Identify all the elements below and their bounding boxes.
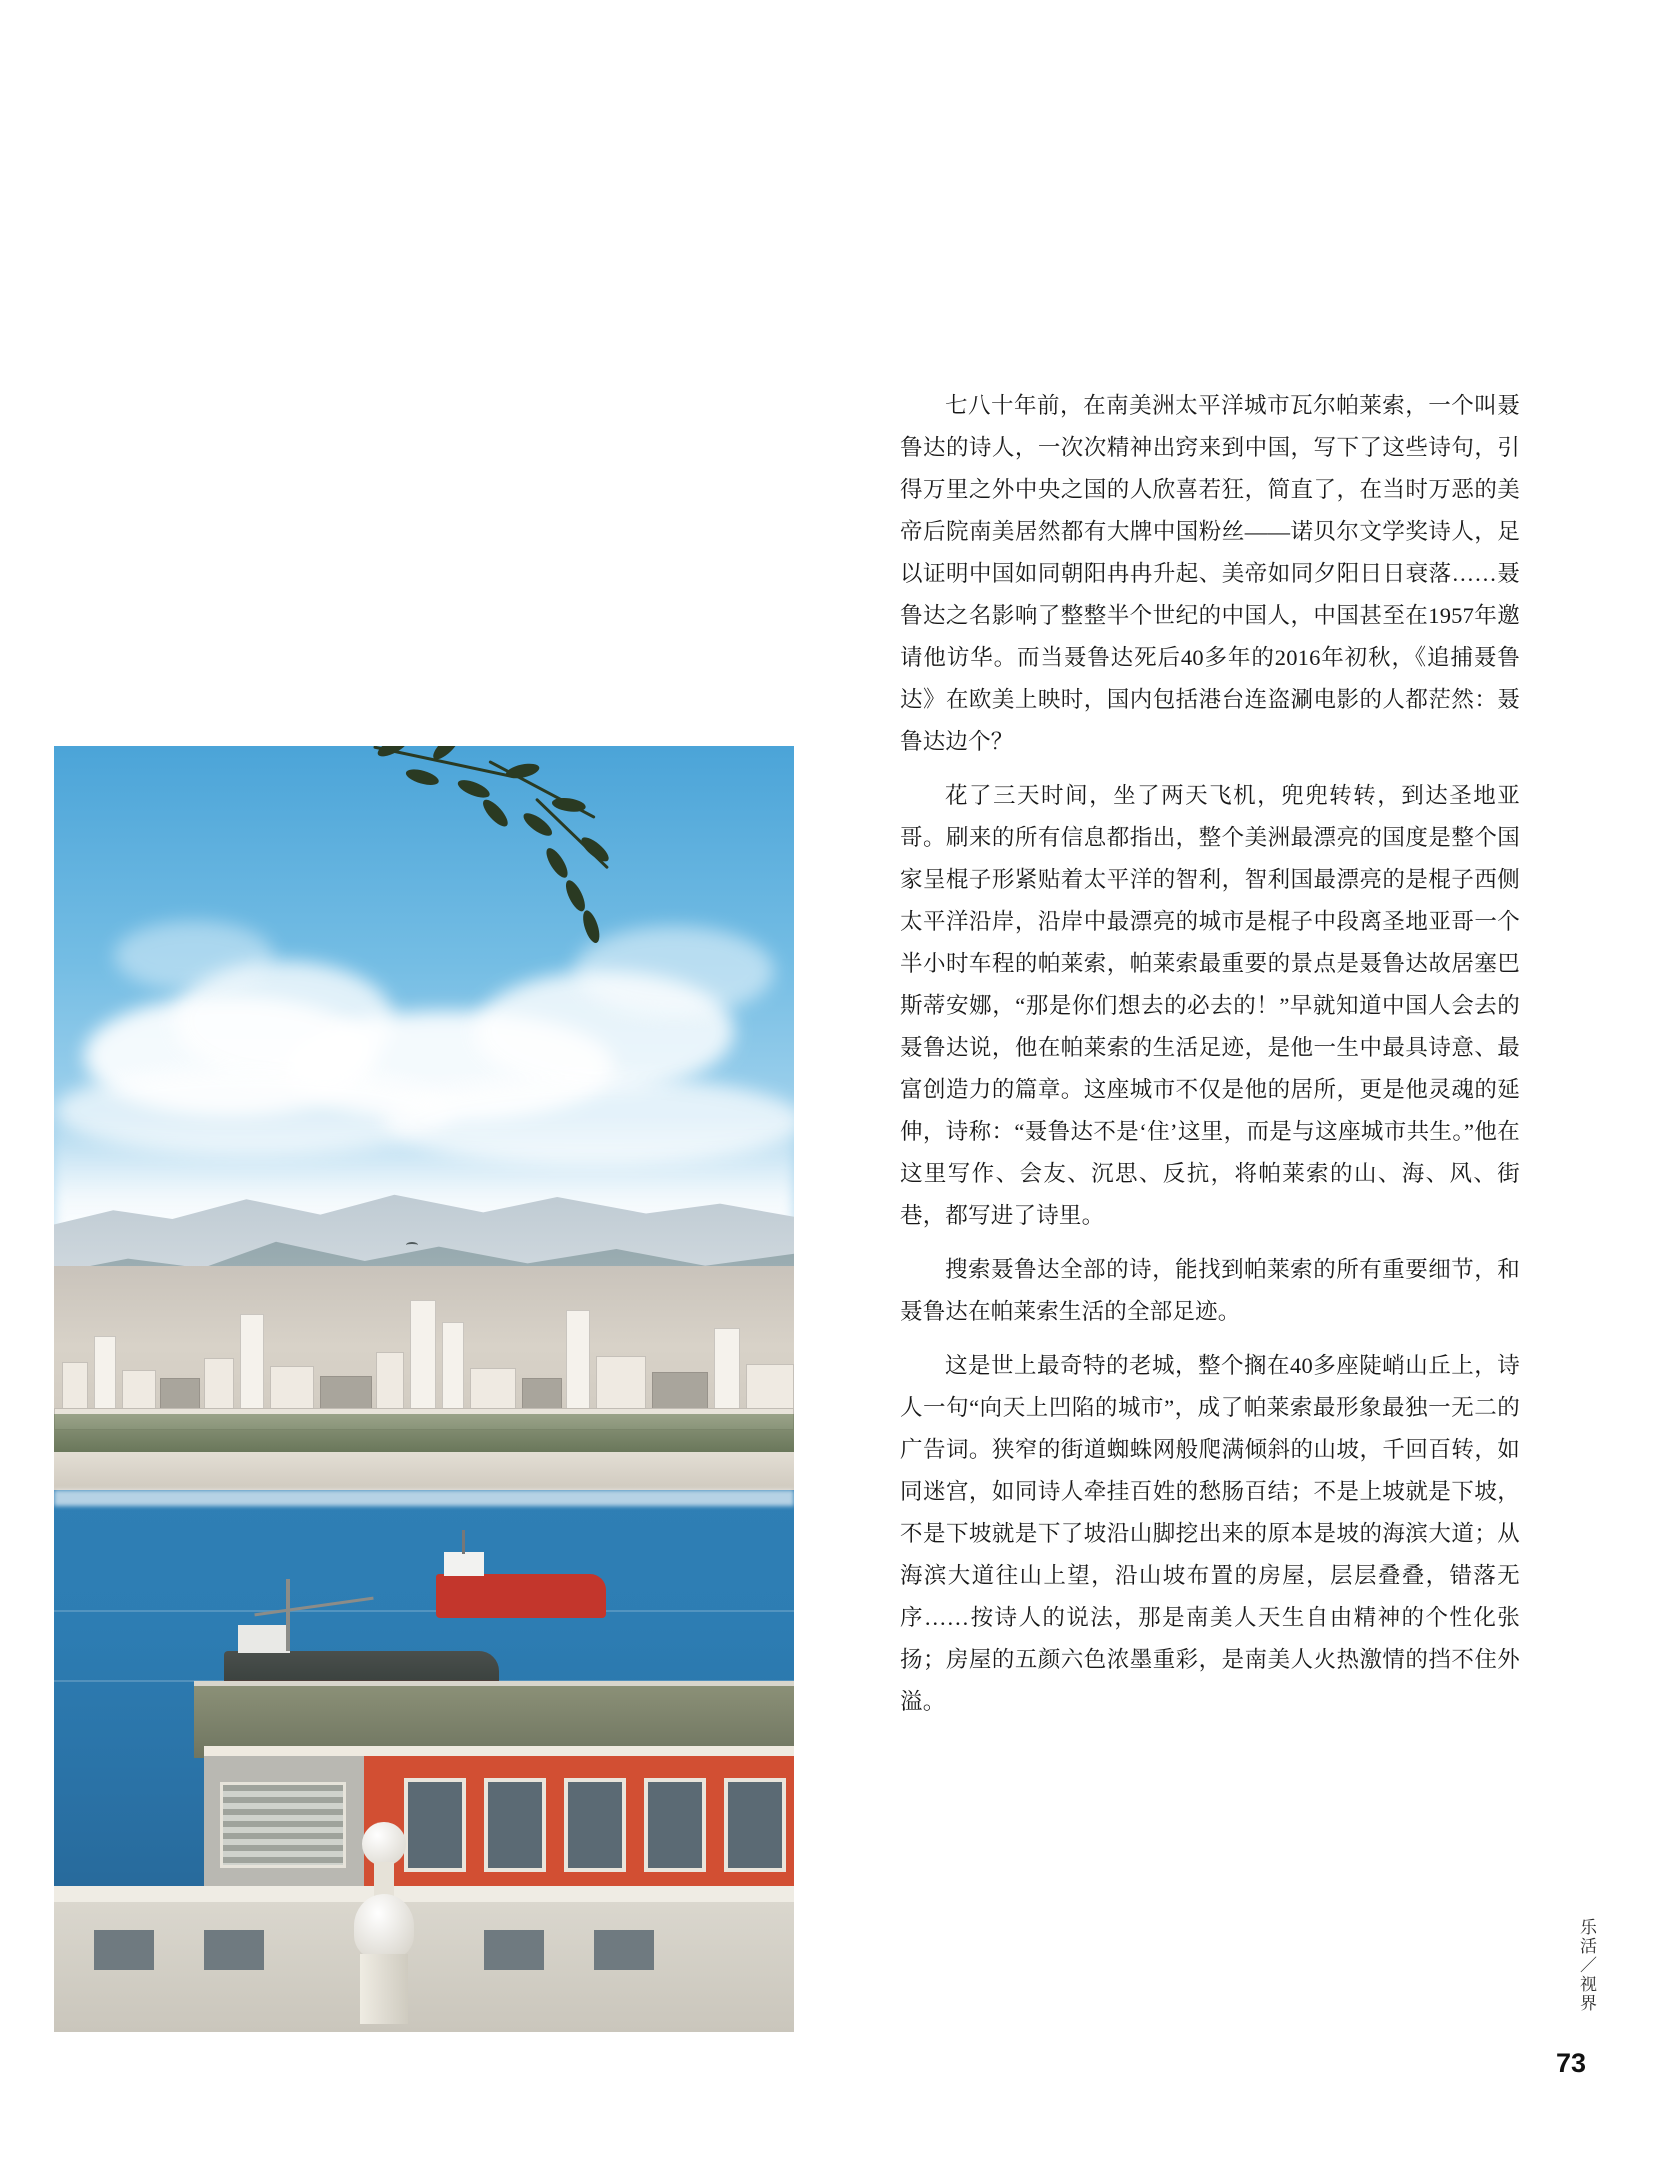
finial-base	[360, 1954, 408, 2024]
window	[484, 1778, 546, 1872]
valparaiso-harbor-photo	[54, 746, 794, 2032]
basement-opening	[484, 1930, 544, 1970]
window	[724, 1778, 786, 1872]
plinth-band	[54, 1886, 794, 1902]
stone-balustrade-finial	[354, 1822, 414, 2032]
ship-superstructure	[444, 1552, 484, 1576]
red-cargo-ship	[436, 1574, 606, 1618]
leaf	[404, 766, 440, 788]
basement-opening	[204, 1930, 264, 1970]
leaf	[456, 776, 492, 801]
building	[410, 1300, 436, 1416]
paragraph: 这是世上最奇特的老城，整个搁在40多座陡峭山丘上，诗人一句“向天上凹陷的城市”，成了帕莱索最形象最独一无二的广告词。狭窄的街道蜘蛛网般爬满倾斜的山坡，千回百转，如同迷宫，如同诗人牵挂百姓的愁肠百结；不是上坡就是下坡，不是下坡就是下了坡沿山脚挖出来的原本是坡的海滨大道；从海滨大道往山上望，沿山坡布置的房屋，层层叠叠，错落无序……按诗人的说法，那是南美人天生自由精神的个性化张扬；房屋的五颜六色浓墨重彩，是南美人火热激情的挡不住外溢。	[900, 1353, 1520, 1714]
building-plinth	[54, 1886, 794, 2032]
finial-neck	[374, 1862, 394, 1898]
surf-line	[54, 1490, 794, 1506]
building	[376, 1352, 404, 1416]
finial-bell	[354, 1894, 414, 1958]
ship-mast	[462, 1530, 465, 1554]
tree-branch	[372, 746, 672, 936]
bird	[406, 1242, 418, 1248]
building	[240, 1314, 264, 1416]
sea-highlight	[54, 1610, 794, 1612]
leaf	[578, 834, 612, 866]
paragraph: 花了三天时间，坐了两天飞机，兜兜转转，到达圣地亚哥。刷来的所有信息都指出，整个美洲最漂亮的国度是整个国家呈棍子形紧贴着太平洋的智利，智利国最漂亮的是棍子西侧太平洋沿岸，沿岸中最漂亮的城市是棍子中段离圣地亚哥一个半小时车程的帕莱索，帕莱索最重要的景点是聂鲁达故居塞巴斯蒂安娜，“那是你们想去的必去的！”早就知道中国人会去的聂鲁达说，他在帕莱索的生活足迹，是他一生中最具诗意、最富创造力的篇章。这座城市不仅是他的居所，更是他灵魂的延伸，诗称：“聂鲁达不是‘住’这里，而是与这座城市共生。”他在这里写作、会友、沉思、反抗，将帕莱索的山、海、风、街巷，都写进了诗里。	[900, 783, 1520, 1228]
grey-building-wing	[204, 1746, 364, 1896]
article-body	[900, 385, 1520, 1735]
leaf	[542, 845, 571, 881]
building	[442, 1322, 464, 1416]
green-belt	[54, 1414, 794, 1454]
ship-mast	[286, 1579, 290, 1651]
waterfront-strip	[54, 1452, 794, 1492]
ship-superstructure	[238, 1625, 290, 1653]
finial-sphere	[362, 1822, 406, 1866]
window	[644, 1778, 706, 1872]
louvred-window	[220, 1782, 346, 1868]
building	[714, 1328, 740, 1416]
paragraph: 搜索聂鲁达全部的诗，能找到帕莱索的所有重要细节，和聂鲁达在帕莱索生活的全部足迹。	[900, 1257, 1520, 1324]
window	[564, 1778, 626, 1872]
page-number: 73	[1556, 2048, 1587, 2078]
building	[94, 1336, 116, 1416]
paragraph: 七八十年前，在南美洲太平洋城市瓦尔帕莱索，一个叫聂鲁达的诗人，一次次精神出窍来到中国，写下了这些诗句，引得万里之外中央之国的人欣喜若狂，简直了，在当时万恶的美帝后院南美居然都有大牌中国粉丝——诺贝尔文学奖诗人，足以证明中国如同朝阳冉冉升起、美帝如同夕阳日日衰落……聂鲁达之名影响了整整半个世纪的中国人，中国甚至在1957年邀请他访华。而当聂鲁达死后40多年的2016年初秋，《追捕聂鲁达》在欧美上映时，国内包括港台连盗涮电影的人都茫然：聂鲁达边个？	[900, 393, 1520, 754]
leaf	[562, 878, 589, 914]
basement-opening	[594, 1930, 654, 1970]
leaf	[479, 796, 511, 830]
section-label: 乐活／视界	[1577, 1918, 1596, 2013]
cloud	[114, 921, 274, 991]
building	[566, 1310, 590, 1416]
building	[596, 1356, 646, 1416]
basement-opening	[94, 1930, 154, 1970]
cloud	[574, 926, 774, 1016]
photo-canvas	[54, 746, 794, 2032]
